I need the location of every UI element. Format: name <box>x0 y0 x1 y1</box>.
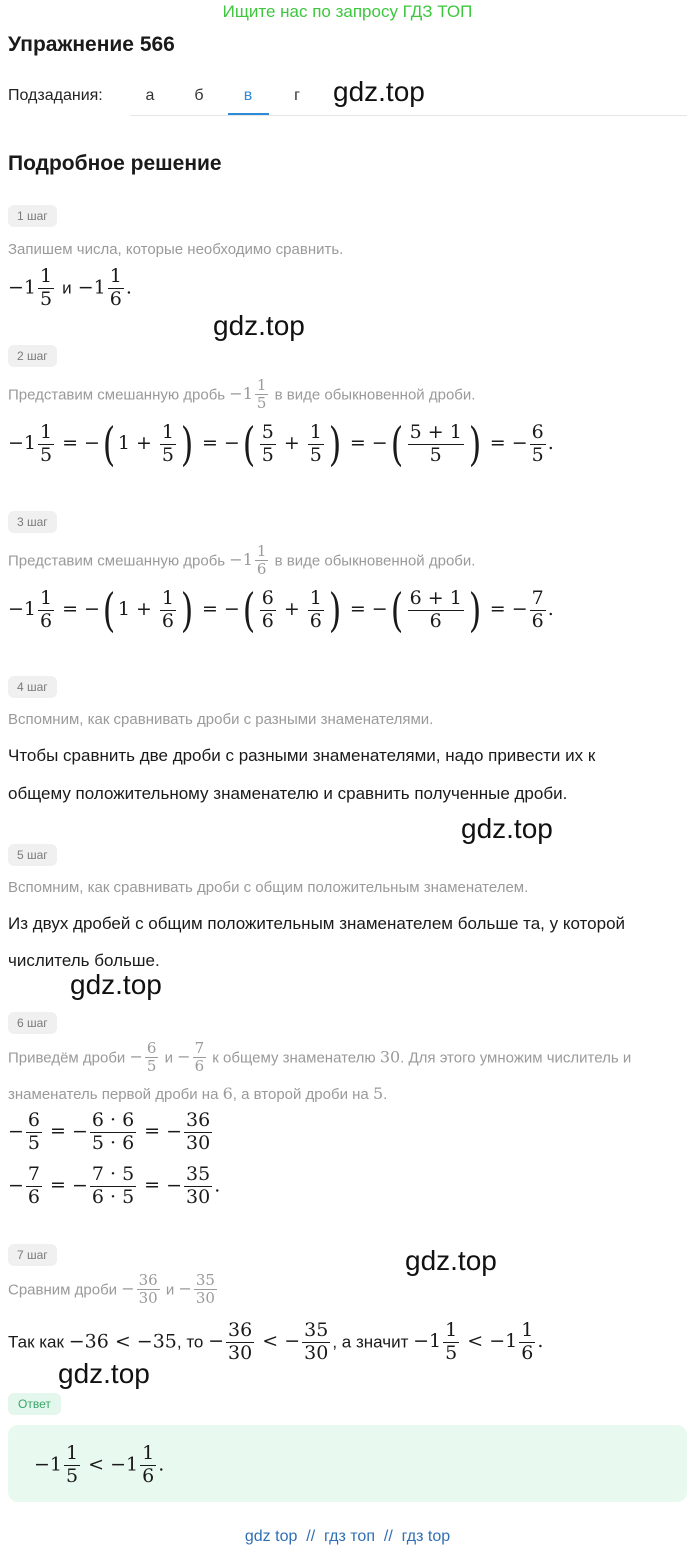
step-badge: 4 шаг <box>8 676 57 698</box>
step-text: Сравним дроби − $\frac{36}{30}$ и − $\frac{35}{30}$ <box>8 1271 215 1308</box>
watermark: gdz.top <box>58 1358 150 1389</box>
answer-badge: Ответ <box>8 1393 61 1415</box>
step-text-a: Представим смешанную дробь <box>8 386 226 404</box>
step-text-b: в виде обыкновенной дроби. <box>274 386 476 404</box>
footer-links[interactable]: gdz top // гдз топ // гдз top <box>244 1528 451 1545</box>
math-expression: − $\frac{7}{6}$ = − $\frac{7 \cdot 5}{6 \cdot 5}$ = − $\frac{35}{30}$ . <box>8 1163 221 1208</box>
step-text-a: Сравним дроби <box>8 1281 118 1299</box>
subtask-tab-v[interactable]: в <box>243 87 253 104</box>
watermark: gdz.top <box>333 76 425 107</box>
subtask-tab-b[interactable]: б <box>194 87 204 104</box>
subtask-tab-a[interactable]: а <box>145 87 155 104</box>
step-text-line2a: знаменатель первой дроби на <box>8 1086 219 1103</box>
step-text-a: Представим смешанную дробь <box>8 552 226 570</box>
watermark: gdz.top <box>405 1245 497 1276</box>
step-badge: 1 шаг <box>8 205 57 227</box>
top-banner: Ищите нас по запросу ГДЗ ТОП <box>222 2 473 21</box>
step-text: знаменатель первой дроби на 6, а второй дроби на 5. <box>8 1084 388 1103</box>
hence-text: , а значит <box>332 1332 409 1352</box>
multiplier-2: 5 <box>372 1084 384 1103</box>
active-tab-indicator <box>228 113 269 115</box>
math-expression: −1 $\frac{1}{5}$ = −( 1 + $\frac{1}{5}$ ) = −( $\frac{5}{5}$ + $\frac{1}{5}$ ) = −( $\frac{5 + 1}{5}$ ) = − $\frac{6}{5}$ . <box>8 417 554 471</box>
section-title: Подробное решение <box>8 152 222 175</box>
common-denominator: 30 <box>379 1047 401 1067</box>
rule-text: Чтобы сравнить две дроби с разными знаменателями, надо привести их к <box>8 746 596 765</box>
conj-and: и <box>62 278 72 298</box>
step-text-b: в виде обыкновенной дроби. <box>274 552 476 570</box>
multiplier-1: 6 <box>222 1084 233 1103</box>
math-expression: −1 $\frac{1}{5}$ и −1 $\frac{1}{6}$ . <box>8 265 132 310</box>
step-text-b: к общему знаменателю <box>212 1049 376 1067</box>
step-badge: 6 шаг <box>8 1012 57 1034</box>
answer-expression: −1 $\frac{1}{5}$ < −1 $\frac{1}{6}$ . <box>34 1442 165 1487</box>
step-text-a: Приведём дроби <box>8 1049 126 1067</box>
step-badge: 2 шаг <box>8 345 57 367</box>
rule-text: общему положительному знаменателю и сравнить полученные дроби. <box>8 784 568 803</box>
tabs-divider <box>130 115 687 116</box>
step-badge: 5 шаг <box>8 844 57 866</box>
step-text: Представим смешанную дробь −1 $\frac{1}{6}$ в виде обыкновенной дроби. <box>8 542 476 579</box>
step-text: Вспомним, как сравнивать дроби с общим положительным знаменателем. <box>8 879 529 896</box>
rule-text: числитель больше. <box>8 951 160 970</box>
then-text: , то <box>176 1332 204 1352</box>
step-text: Вспомним, как сравнивать дроби с разными знаменателями. <box>8 711 434 728</box>
step-text: Приведём дроби − $\frac{6}{5}$ и − $\frac{7}{6}$ к общему знаменателю 30. Для этого умножим числитель и <box>8 1039 632 1076</box>
step-text: Запишем числа, которые необходимо сравнить. <box>8 241 344 258</box>
step-text-and: и <box>165 1281 175 1299</box>
math-expression: −1 $\frac{1}{6}$ = −( 1 + $\frac{1}{6}$ ) = −( $\frac{6}{6}$ + $\frac{1}{6}$ ) = −( $\frac{6 + 1}{6}$ ) = − $\frac{7}{6}$ . <box>8 583 554 637</box>
step-text-c: . Для этого умножим числитель и <box>400 1049 632 1067</box>
page-title: Упражнение 566 <box>8 33 175 56</box>
math-expression: − $\frac{6}{5}$ = − $\frac{6 \cdot 6}{5 \cdot 6}$ = − $\frac{36}{30}$ <box>8 1109 211 1154</box>
subtasks-label: Подзадания: <box>8 87 103 104</box>
conclusion-text: Так как −36 < −35, то − $\frac{36}{30}$ < − $\frac{35}{30}$ , а значит −1 $\frac{1}{5}$ < −1 $\frac{1}{6}$ . <box>8 1319 544 1364</box>
watermark: gdz.top <box>461 813 553 844</box>
step-text-and: и <box>164 1049 173 1067</box>
step-badge: 7 шаг <box>8 1244 57 1266</box>
watermark: gdz.top <box>213 310 305 341</box>
subtask-tab-g[interactable]: г <box>294 87 300 104</box>
step-text: Представим смешанную дробь −1 $\frac{1}{5}$ в виде обыкновенной дроби. <box>8 376 476 413</box>
step-badge: 3 шаг <box>8 511 57 533</box>
watermark: gdz.top <box>70 969 162 1000</box>
rule-text: Из двух дробей с общим положительным знаменателем больше та, у которой <box>8 914 626 933</box>
step-text-line2b: , а второй дроби на <box>232 1086 369 1103</box>
since-text: Так как <box>8 1332 64 1352</box>
